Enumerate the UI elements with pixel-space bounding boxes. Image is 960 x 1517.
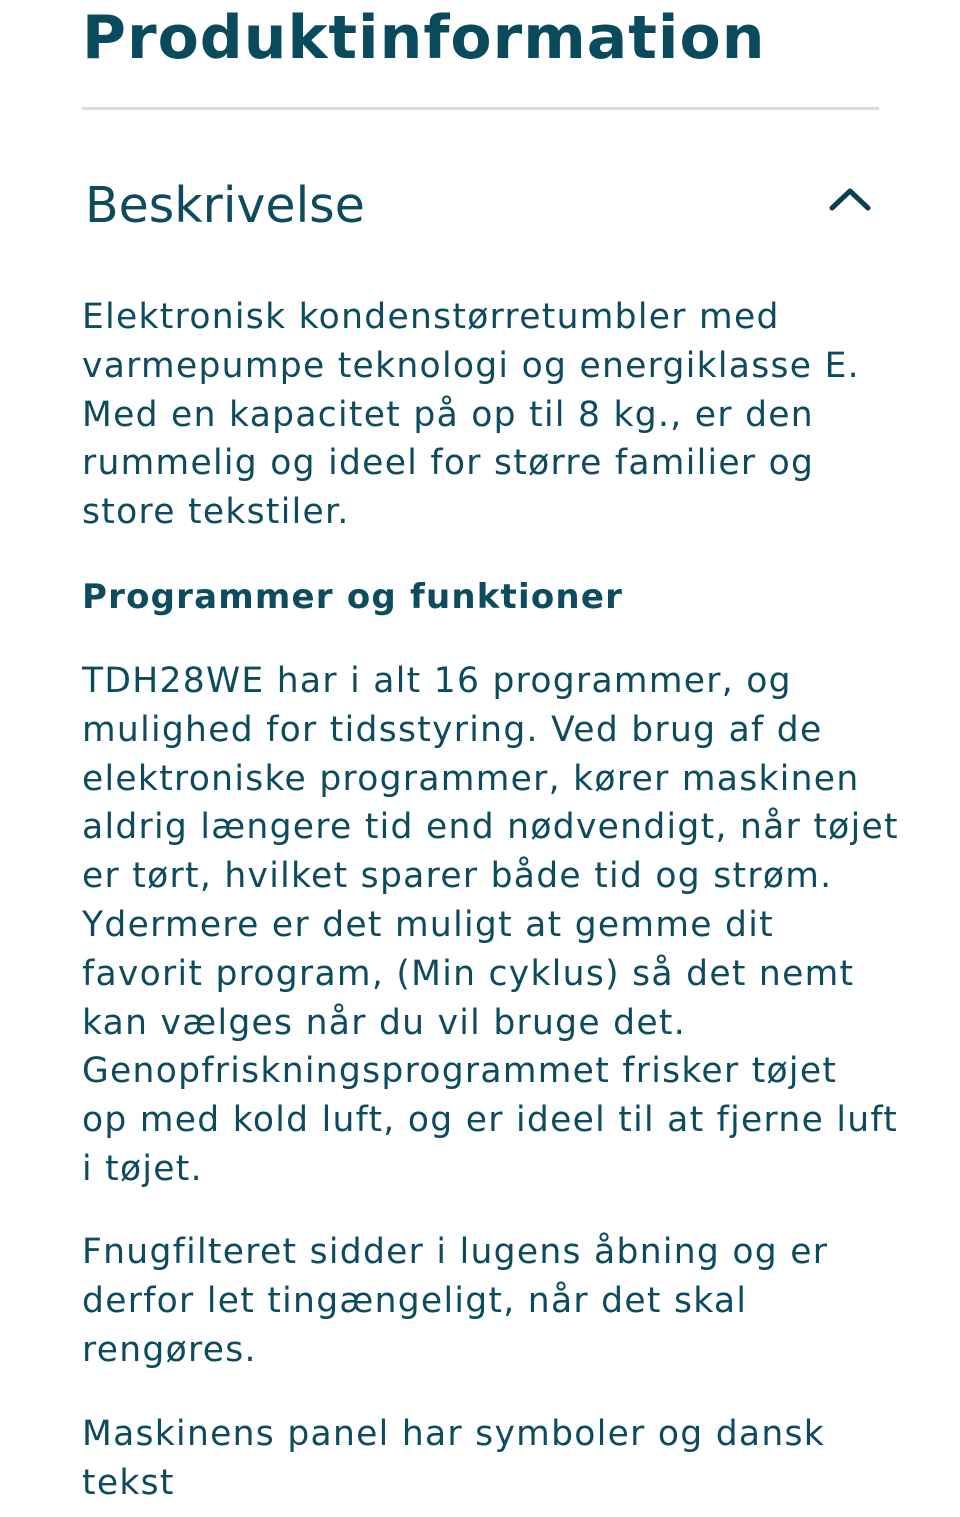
- filter-paragraph: [82, 1228, 882, 1374]
- text-line: Elektronisk kondenstørretumbler med: [82, 297, 780, 337]
- divider: [82, 107, 879, 110]
- text-line: TDH28WE har i alt 16 programmer, og: [82, 661, 792, 701]
- text-line: Genopfriskningsprogrammet frisker tøjet: [82, 1051, 838, 1092]
- text-line: i tøjet.: [82, 1148, 203, 1189]
- page-title: Produktinformation: [82, 3, 766, 73]
- text-line: tekst: [82, 1462, 175, 1503]
- text-line: er tørt, hvilket sparer både tid og strøm.: [82, 856, 833, 897]
- text-line: Ydermere er det muligt at gemme dit: [82, 904, 774, 945]
- text-line: rummelig og ideel for større familier og: [82, 443, 815, 484]
- text-line: Fnugfilteret sidder i lugens åbning og er: [82, 1232, 829, 1272]
- description-paragraph: [82, 293, 882, 537]
- text-line: varmepumpe teknologi og energiklasse E.: [82, 345, 860, 386]
- accordion-header-beskrivelse[interactable]: [82, 160, 879, 250]
- text-line: kan vælges når du vil bruge det.: [82, 1002, 686, 1043]
- text-line: elektroniske programmer, kører maskinen: [82, 758, 860, 799]
- chevron-up-icon[interactable]: [828, 184, 872, 214]
- programs-paragraph: [82, 657, 899, 1194]
- text-line: rengøres.: [82, 1329, 257, 1370]
- text-line: op med kold luft, og er ideel til at fjerne luft: [82, 1100, 899, 1141]
- accordion-title: Beskrivelse: [85, 177, 365, 234]
- text-line: Maskinens panel har symboler og dansk: [82, 1414, 826, 1454]
- text-line: favorit program, (Min cyklus) så det nemt: [82, 953, 855, 994]
- text-line: mulighed for tidsstyring. Ved brug af de: [82, 709, 823, 750]
- text-line: derfor let tingængeligt, når det skal: [82, 1280, 748, 1321]
- text-line: aldrig længere tid end nødvendigt, når tøjet: [82, 807, 899, 848]
- panel-paragraph: [82, 1410, 882, 1508]
- text-line: store tekstiler.: [82, 492, 350, 533]
- text-line: Med en kapacitet på op til 8 kg., er den: [82, 394, 814, 435]
- subheading-programs: Programmer og funktioner: [82, 577, 624, 617]
